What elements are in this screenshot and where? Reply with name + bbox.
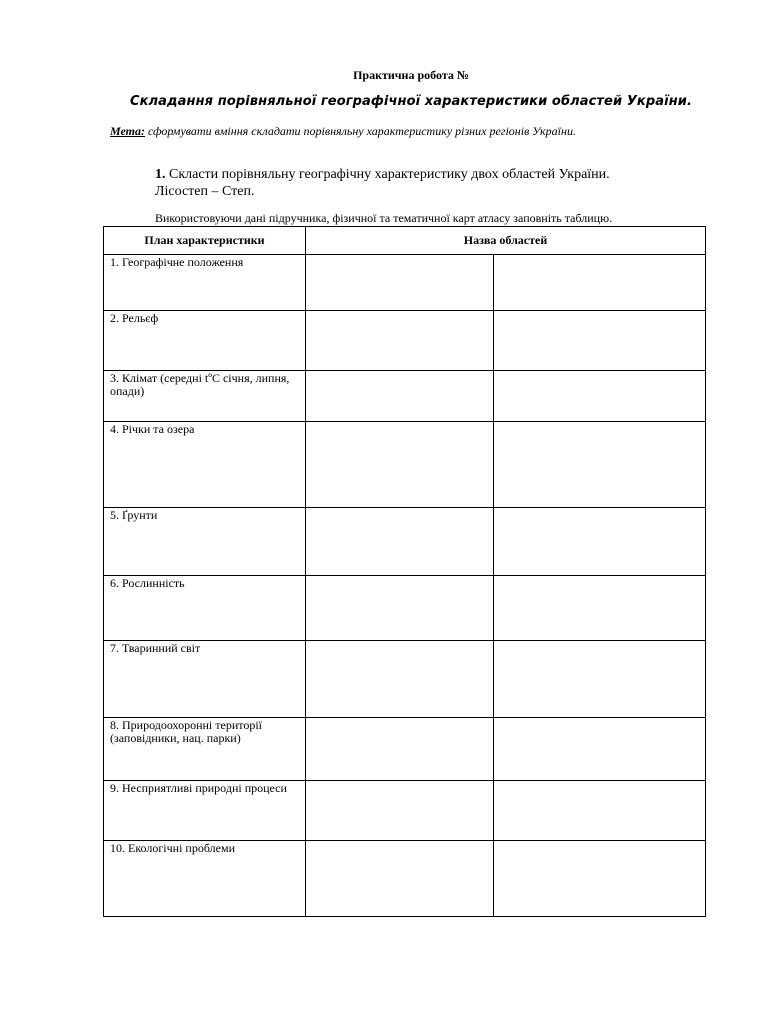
- row-label: 5. Ґрунти: [104, 508, 306, 576]
- region-b-cell[interactable]: [494, 422, 706, 508]
- header-regions-cell: Назва областей: [306, 227, 706, 255]
- region-a-cell[interactable]: [306, 641, 494, 718]
- goal-text: сформувати вміння складати порівняльну характеристику різних регіонів України.: [145, 124, 576, 138]
- row-label: 10. Екологічні проблеми: [104, 841, 306, 917]
- row-label: 6. Рослинність: [104, 576, 306, 641]
- region-a-cell[interactable]: [306, 371, 494, 422]
- region-b-cell[interactable]: [494, 576, 706, 641]
- table-row: [104, 255, 706, 311]
- goal-line: [110, 124, 576, 139]
- region-a-cell[interactable]: [306, 841, 494, 917]
- task-block: [155, 166, 610, 200]
- row-label: 9. Несприятливі природні процеси: [104, 781, 306, 841]
- page-title: Практична робота №: [353, 68, 469, 82]
- table-row: [104, 576, 706, 641]
- comparison-table: [103, 226, 706, 917]
- table-row: [104, 718, 706, 781]
- region-b-cell[interactable]: [494, 311, 706, 371]
- header-plan-cell: План характеристики: [104, 227, 306, 255]
- task-number: 1.: [155, 167, 166, 182]
- row-label: 3. Клімат (середні tºC січня, липня, опади): [104, 371, 306, 422]
- table-row: [104, 841, 706, 917]
- row-label: 8. Природоохоронні території (заповідники, нац. парки): [104, 718, 306, 781]
- region-a-cell[interactable]: [306, 781, 494, 841]
- region-b-cell[interactable]: [494, 371, 706, 422]
- region-a-cell[interactable]: [306, 255, 494, 311]
- row-label: 7. Тваринний світ: [104, 641, 306, 718]
- table-row: [104, 311, 706, 371]
- region-b-cell[interactable]: [494, 641, 706, 718]
- page-subtitle: Складання порівняльної географічної характеристики областей України.: [129, 94, 693, 109]
- table-row: [104, 422, 706, 508]
- region-a-cell[interactable]: [306, 508, 494, 576]
- row-label: 2. Рельєф: [104, 311, 306, 371]
- region-a-cell[interactable]: [306, 576, 494, 641]
- region-b-cell[interactable]: [494, 508, 706, 576]
- table-row: [104, 781, 706, 841]
- task-text: Скласти порівняльну географічну характеристику двох областей України.: [165, 167, 610, 182]
- region-a-cell[interactable]: [306, 718, 494, 781]
- row-label: 1. Географічне положення: [104, 255, 306, 311]
- row-label: 4. Річки та озера: [104, 422, 306, 508]
- region-b-cell[interactable]: [494, 255, 706, 311]
- goal-label: Мета:: [110, 124, 145, 138]
- task-line: [155, 166, 610, 183]
- table-header-row: [104, 227, 706, 255]
- region-b-cell[interactable]: [494, 718, 706, 781]
- table-row: [104, 371, 706, 422]
- table-row: [104, 508, 706, 576]
- region-b-cell[interactable]: [494, 841, 706, 917]
- table-row: [104, 641, 706, 718]
- instruction-text: Використовуючи дані підручника, фізичної та тематичної карт атласу заповніть таблицю.: [155, 211, 613, 225]
- region-b-cell[interactable]: [494, 781, 706, 841]
- region-a-cell[interactable]: [306, 311, 494, 371]
- task-zones: Лісостеп – Степ.: [155, 184, 255, 199]
- region-a-cell[interactable]: [306, 422, 494, 508]
